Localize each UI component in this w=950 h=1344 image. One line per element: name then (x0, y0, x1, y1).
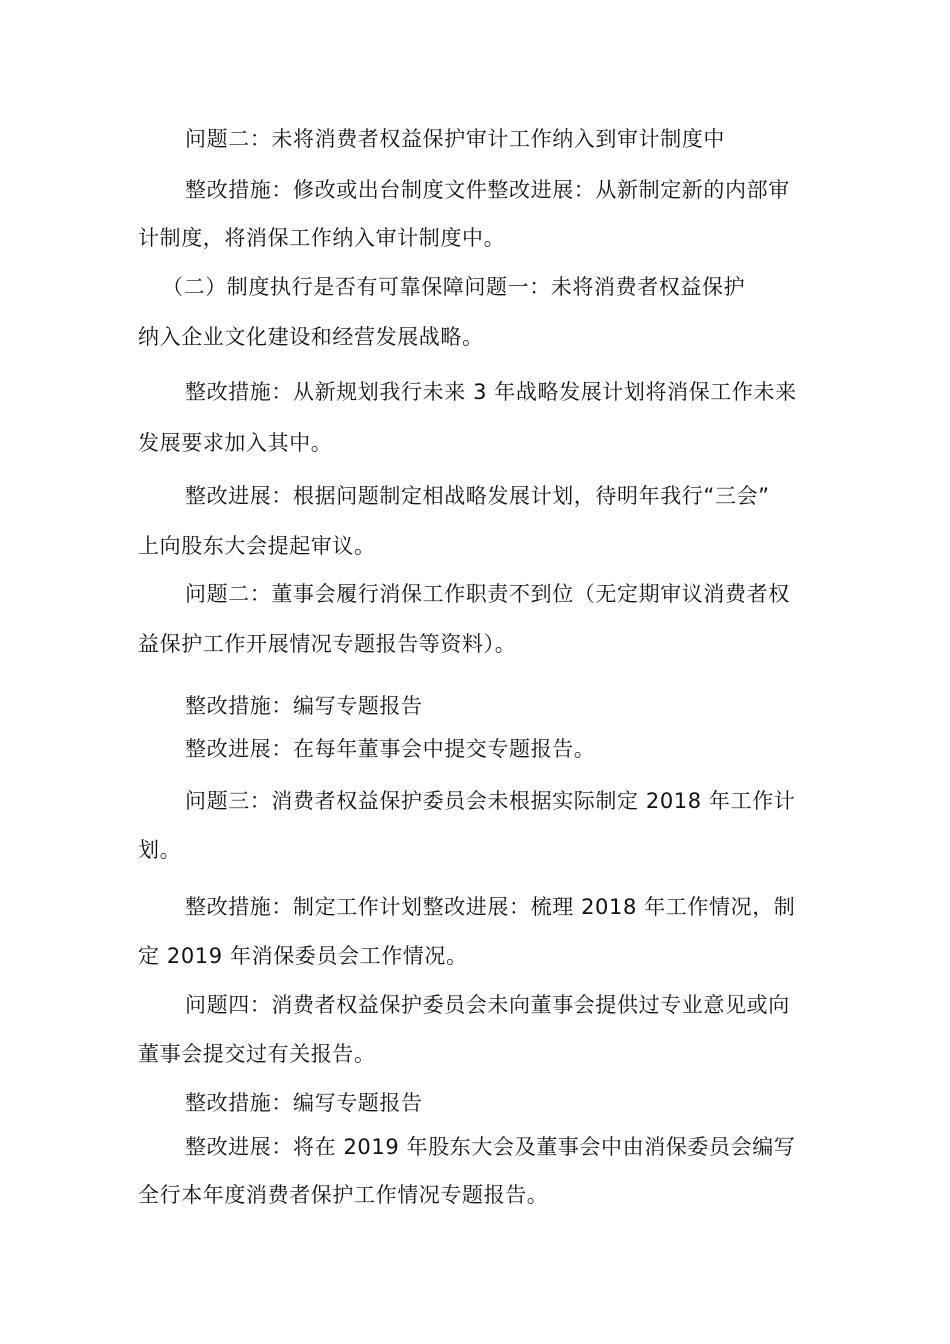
measure-report-line: 整改措施：编写专题报告 (185, 694, 423, 718)
section-2-heading-line-1: （二）制度执行是否有可靠保障问题一：未将消费者权益保护 (162, 275, 746, 299)
measure-plan-line-2: 定 2019 年消保委员会工作情况。 (138, 944, 468, 968)
measure-report-line-2: 整改措施：编写专题报告 (185, 1091, 423, 1115)
problem-3-line-2: 划。 (138, 838, 182, 862)
problem-4-line-1: 问题四：消费者权益保护委员会未向董事会提供过专业意见或向 (185, 993, 790, 1017)
progress-report-line: 整改进展：在每年董事会中提交专题报告。 (185, 737, 596, 761)
measure-strategy-line-1: 整改措施：从新规划我行未来 3 年战略发展计划将消保工作未来 (185, 380, 797, 404)
measure-strategy-line-2: 发展要求加入其中。 (138, 431, 333, 455)
progress-strategy-line-2: 上向股东大会提起审议。 (138, 534, 376, 558)
progress-committee-line-1: 整改进展：将在 2019 年股东大会及董事会中由消保委员会编写 (185, 1135, 796, 1159)
problem-2-board-line-2: 益保护工作开展情况专题报告等资料）。 (138, 632, 517, 656)
progress-strategy-line-1: 整改进展：根据问题制定相战略发展计划，待明年我行“三会” (185, 484, 770, 508)
progress-committee-line-2: 全行本年度消费者保护工作情况专题报告。 (138, 1183, 549, 1207)
measure-plan-line-1: 整改措施：制定工作计划整改进展：梳理 2018 年工作情况，制 (185, 895, 796, 919)
section-2-heading-line-2: 纳入企业文化建设和经营发展战略。 (138, 325, 484, 349)
problem-4-line-2: 董事会提交过有关报告。 (138, 1042, 376, 1066)
problem-3-line-1: 问题三：消费者权益保护委员会未根据实际制定 2018 年工作计 (185, 789, 796, 813)
problem-2-audit-line: 问题二：未将消费者权益保护审计工作纳入到审计制度中 (185, 127, 725, 151)
measure-audit-line-1: 整改措施：修改或出台制度文件整改进展：从新制定新的内部审 (185, 178, 790, 202)
problem-2-board-line-1: 问题二：董事会履行消保工作职责不到位（无定期审议消费者权 (185, 582, 790, 606)
measure-audit-line-2: 计制度，将消保工作纳入审计制度中。 (138, 226, 506, 250)
